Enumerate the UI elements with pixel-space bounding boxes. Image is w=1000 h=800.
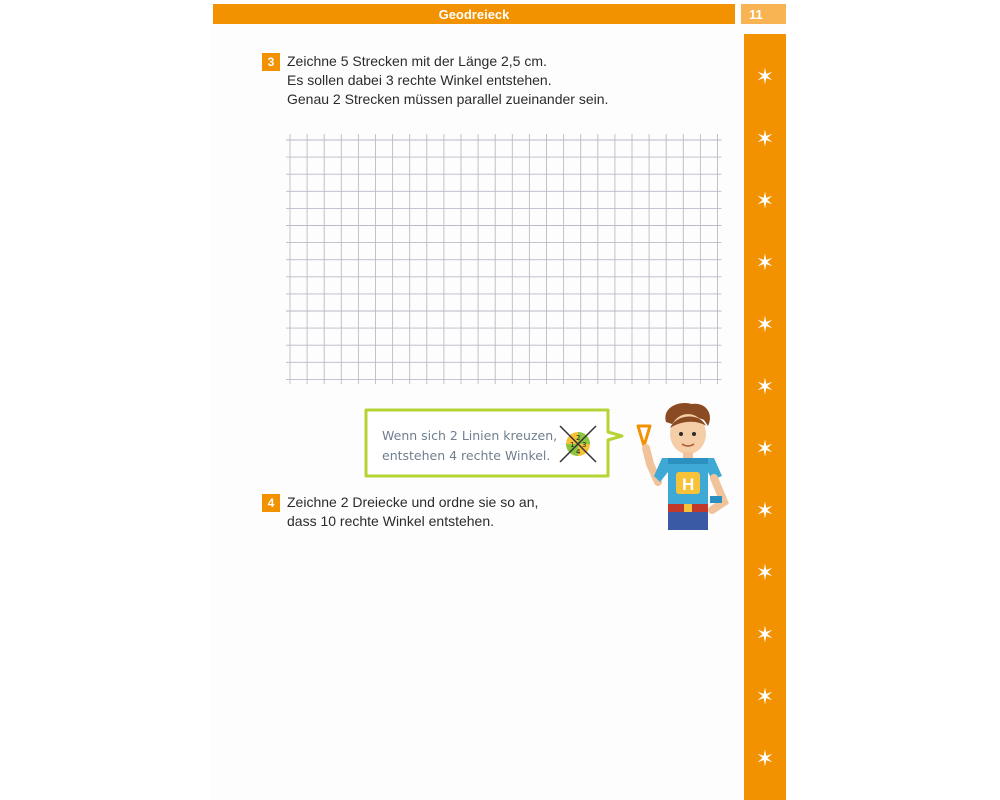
drawing-grid[interactable] xyxy=(286,134,722,384)
task-3-line: Genau 2 Strecken müssen parallel zueinander sein. xyxy=(287,91,609,107)
star-icon: ✶ xyxy=(755,374,775,399)
task-4-badge xyxy=(262,494,280,512)
task-4-instructions xyxy=(287,493,538,531)
task-3-badge xyxy=(262,53,280,71)
hint-text xyxy=(382,426,557,466)
chapter-title: Geodreieck xyxy=(438,6,510,22)
star-icon: ✶ xyxy=(755,312,775,337)
star-icon: ✶ xyxy=(755,684,775,709)
shirt-letter: H xyxy=(682,475,695,494)
star-icon: ✶ xyxy=(755,64,775,89)
star-icon: ✶ xyxy=(755,436,775,461)
star-icon: ✶ xyxy=(755,126,775,151)
star-icon: ✶ xyxy=(755,250,775,275)
chapter-header xyxy=(213,4,735,24)
task-3-instructions xyxy=(287,52,608,109)
angle-label: 2 xyxy=(576,434,581,442)
angle-label: 1 xyxy=(570,441,575,449)
page-number xyxy=(741,4,786,24)
star-icon: ✶ xyxy=(755,746,775,771)
task-3-line: Es sollen dabei 3 rechte Winkel entstehen. xyxy=(287,72,552,88)
star-icon: ✶ xyxy=(755,622,775,647)
hint-line: Wenn sich 2 Linien kreuzen, xyxy=(382,428,558,443)
star-icon: ✶ xyxy=(755,498,775,523)
star-icon: ✶ xyxy=(755,188,775,213)
task-3-number: 3 xyxy=(267,55,275,69)
task-4-line: dass 10 rechte Winkel entstehen. xyxy=(287,513,495,529)
task-3-line: Zeichne 5 Strecken mit der Länge 2,5 cm. xyxy=(287,53,547,69)
star-icon: ✶ xyxy=(755,560,775,585)
angle-label: 3 xyxy=(582,441,587,449)
mascot-boy-illustration xyxy=(632,398,742,530)
side-strip xyxy=(744,34,786,800)
page-number-label: 11 xyxy=(749,6,763,22)
task-4-line: Zeichne 2 Dreiecke und ordne sie so an, xyxy=(287,494,539,510)
angle-label: 4 xyxy=(576,448,581,456)
hint-line: entstehen 4 rechte Winkel. xyxy=(382,448,551,463)
task-4-number: 4 xyxy=(267,496,275,510)
